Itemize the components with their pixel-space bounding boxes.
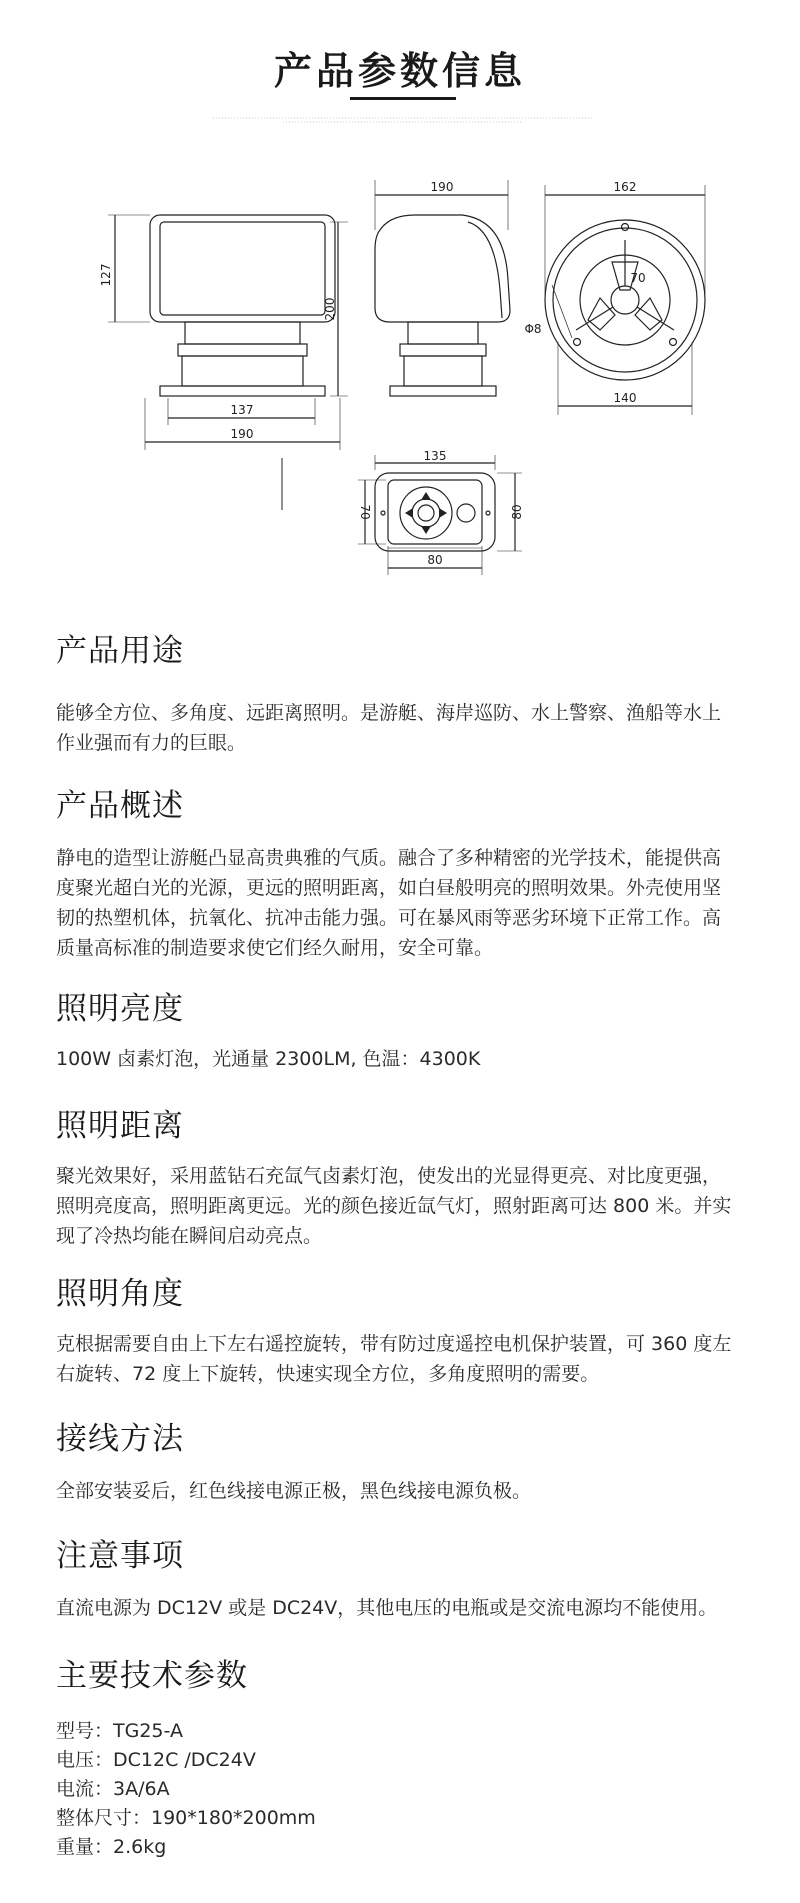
- dim-panel-width: 135: [423, 449, 447, 463]
- dim-side-height: 200: [323, 297, 337, 321]
- dimension-drawing: [90, 170, 710, 590]
- section-heading: 照明距离: [56, 1108, 184, 1144]
- spec-weight: 重量：2.6kg: [56, 1836, 167, 1858]
- section-usage: [56, 625, 736, 758]
- section-heading: 照明角度: [56, 1276, 184, 1312]
- section-body: 克根据需要自由上下左右遥控旋转，带有防过度遥控电机保护装置，可 360 度左右旋转、72 度上下旋转，快速实现全方位，多角度照明的需要。: [56, 1333, 732, 1385]
- dim-circle-angle: 70: [630, 271, 646, 285]
- page-title: 产品参数信息: [273, 49, 526, 93]
- dim-panel-inner-height: 70: [358, 504, 372, 520]
- section-body: 直流电源为 DC12V 或是 DC24V，其他电压的电瓶或是交流电源均不能使用。: [56, 1597, 718, 1619]
- dim-hole: Φ8: [524, 322, 542, 336]
- section-body: 全部安装妥后，红色线接电源正极，黑色线接电源负极。: [56, 1480, 532, 1502]
- dim-front-base: 137: [230, 403, 254, 417]
- section-wiring: [56, 1413, 736, 1506]
- title-underline: [350, 97, 456, 100]
- section-heading: 产品概述: [56, 788, 184, 824]
- spec-model: 型号：TG25-A: [56, 1720, 183, 1742]
- section-body: 聚光效果好，采用蓝钻石充氙气卤素灯泡，使发出的光显得更亮、对比度更强，照明亮度高，照明距离更远。光的颜色接近氙气灯，照射距离可达 800 米。并实现了冷热均能在瞬间启动亮点。: [56, 1165, 732, 1247]
- section-heading: 照明亮度: [56, 991, 184, 1027]
- dim-panel-inner-width: 80: [427, 553, 443, 567]
- section-body: 能够全方位、多角度、远距离照明。是游艇、海岸巡防、水上警察、渔船等水上作业强而有力的巨眼。: [56, 702, 722, 754]
- spec-voltage: 电压：DC12C /DC24V: [56, 1749, 256, 1771]
- dim-side-width: 190: [430, 180, 454, 194]
- dim-front-total: 190: [230, 427, 254, 441]
- section-overview: [56, 780, 736, 963]
- front-lamp-head: [150, 215, 335, 322]
- section-brightness: [56, 983, 736, 1074]
- control-panel: [375, 473, 495, 551]
- dim-panel-height: 80: [510, 504, 524, 520]
- dim-circle-base: 140: [613, 391, 637, 405]
- section-heading: 主要技术参数: [56, 1658, 248, 1694]
- side-lamp-head: [375, 215, 510, 322]
- section-distance: [56, 1100, 736, 1251]
- section-body: 100W 卤素灯泡，光通量 2300LM, 色温：4300K: [56, 1048, 481, 1070]
- section-notes: [56, 1530, 736, 1623]
- spec-size: 整体尺寸：190*180*200mm: [56, 1807, 316, 1829]
- section-heading: 接线方法: [56, 1421, 184, 1457]
- dim-circle-width: 162: [613, 180, 637, 194]
- section-heading: 注意事项: [56, 1538, 184, 1574]
- spec-current: 电流：3A/6A: [56, 1778, 170, 1800]
- section-body: 静电的造型让游艇凸显高贵典雅的气质。融合了多种精密的光学技术，能提供高度聚光超白光的光源，更远的照明距离，如白昼般明亮的照明效果。外壳使用坚韧的热塑机体，抗氧化、抗冲击能力强。可在暴风雨等恶劣环境下正常工作。高质量高标准的制造要求使它们经久耐用，安全可靠。: [56, 847, 722, 959]
- title-dotted-divider: [213, 117, 593, 123]
- section-angle: [56, 1268, 736, 1389]
- dim-front-height: 127: [99, 263, 113, 287]
- section-heading: 产品用途: [56, 633, 184, 669]
- section-specs: [56, 1650, 736, 1862]
